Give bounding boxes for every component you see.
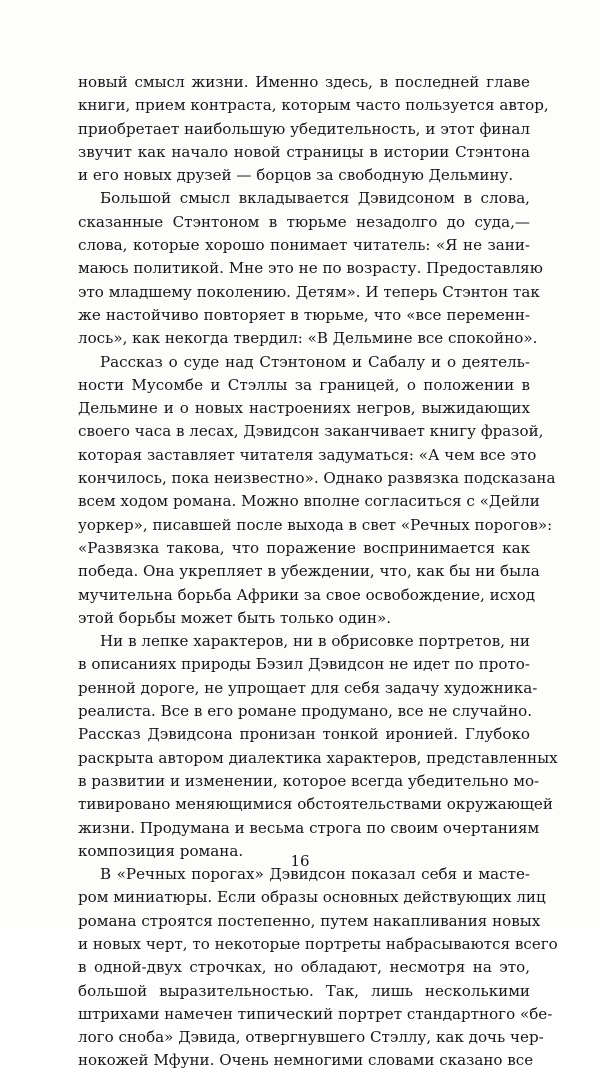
text-line: Дельмине и о новых настроениях негров, выжидающих bbox=[78, 399, 530, 418]
text-line: и новых черт, то некоторые портреты набрасываются всего bbox=[78, 934, 558, 953]
text-line: в одной-двух строчках, но обладают, несмотря на это, bbox=[78, 958, 530, 977]
text-line: композиция романа. bbox=[78, 841, 244, 860]
text-line: сказанные Стэнтоном в тюрьме незадолго до суда,— bbox=[78, 212, 530, 231]
text-line: лось», как некогда твердил: «В Дельмине все спокойно». bbox=[78, 329, 538, 348]
text-line: реалиста. Все в его романе продумано, все не случайно. bbox=[78, 702, 533, 721]
text-line: которая заставляет читателя задуматься: «А чем все это bbox=[78, 445, 537, 464]
text-line: Рассказ Дэвидсона пронизан тонкой иронией. Глубоко bbox=[78, 725, 530, 744]
text-line: раскрыта автором диалектика характеров, представленных bbox=[78, 748, 558, 767]
page-number: 16 bbox=[290, 852, 310, 870]
text-line: в описаниях природы Бэзил Дэвидсон не идет по прото- bbox=[78, 655, 530, 674]
text-line: же настойчиво повторяет в тюрьме, что «все переменн- bbox=[78, 305, 530, 324]
text-line: «Развязка такова, что поражение воспринимается как bbox=[78, 538, 530, 557]
text-line: уоркер», писавшей после выхода в свет «Речных порогов»: bbox=[78, 515, 553, 534]
text-line: жизни. Продумана и весьма строга по своим очертаниям bbox=[78, 818, 540, 837]
text-line: звучит как начало новой страницы в истории Стэнтона bbox=[78, 142, 530, 161]
text-line: нокожей Мфуни. Очень немногими словами сказано все bbox=[78, 1051, 534, 1070]
text-line: этой борьбы может быть только один». bbox=[78, 608, 392, 627]
text-line: ром миниатюры. Если образы основных действующих лиц bbox=[78, 888, 546, 907]
text-line: большой выразительностью. Так, лишь несколькими bbox=[78, 981, 530, 1000]
text-line: книги, прием контраста, которым часто пользуется автор, bbox=[78, 96, 549, 115]
paragraph-start-line: Рассказ о суде над Стэнтоном и Сабалу и о деятель- bbox=[100, 352, 530, 371]
text-line: штрихами намечен типический портрет стандартного «бе- bbox=[78, 1004, 553, 1023]
body-text bbox=[78, 71, 558, 1073]
paragraph-start-line: В «Речных порогах» Дэвидсон показал себя и масте- bbox=[100, 865, 530, 884]
text-line: кончилось, пока неизвестно». Однако развязка подсказана bbox=[78, 469, 556, 488]
text-line: и его новых друзей — борцов за свободную Дельмину. bbox=[78, 166, 514, 185]
text-line: маюсь политикой. Мне это не по возрасту. Предоставляю bbox=[78, 259, 543, 278]
text-line: это младшему поколению. Детям». И теперь Стэнтон так bbox=[78, 282, 540, 301]
text-line: ности Мусомбе и Стэллы за границей, о положении в bbox=[78, 375, 530, 394]
text-line: романа строятся постепенно, путем накапливания новых bbox=[78, 911, 541, 930]
text-line: победа. Она укрепляет в убеждении, что, как бы ни была bbox=[78, 562, 540, 581]
text-line: в развитии и изменении, которое всегда убедительно мо- bbox=[78, 771, 540, 790]
text-line: приобретает наибольшую убедительность, и этот финал bbox=[78, 119, 530, 138]
paragraph-start-line: Большой смысл вкладывается Дэвидсоном в слова, bbox=[100, 189, 530, 208]
text-line: всем ходом романа. Можно вполне согласиться с «Дейли bbox=[78, 492, 540, 511]
text-line: мучительна борьба Африки за свое освобождение, исход bbox=[78, 585, 536, 604]
text-line: своего часа в лесах, Дэвидсон заканчивает книгу фразой, bbox=[78, 422, 544, 441]
text-line: новый смысл жизни. Именно здесь, в последней главе bbox=[78, 73, 530, 91]
text-line: ренной дороге, не упрощает для себя задачу художника- bbox=[78, 678, 538, 697]
text-line: лого сноба» Дэвида, отвергнувшего Стэллу, как дочь чер- bbox=[78, 1028, 544, 1047]
paragraph-start-line: Ни в лепке характеров, ни в обрисовке портретов, ни bbox=[100, 632, 530, 651]
text-line: тивировано меняющимися обстоятельствами окружающей bbox=[78, 795, 553, 814]
text-line: слова, которые хорошо понимает читатель: «Я не зани- bbox=[78, 236, 530, 255]
